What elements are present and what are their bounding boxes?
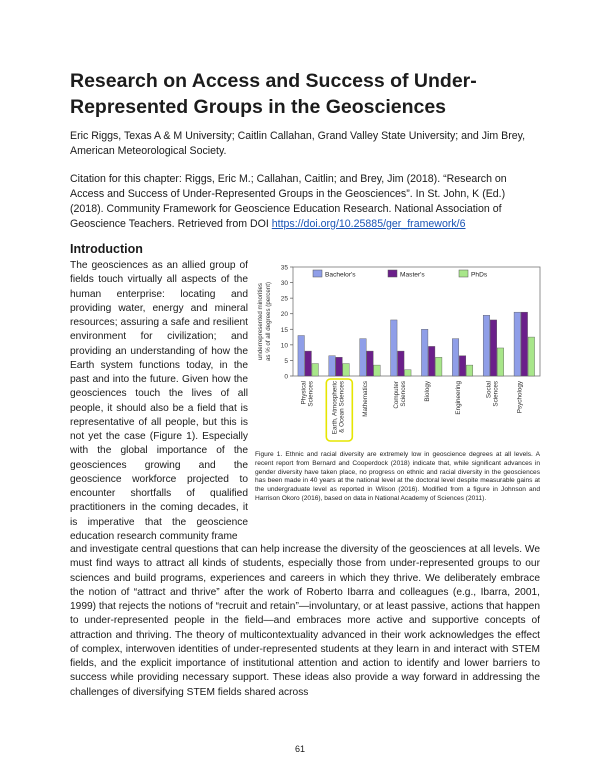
y-tick-label: 30 [280,280,288,288]
bar [360,339,367,376]
bar [490,320,497,376]
bar [343,364,350,376]
y-axis-label: as % of all degrees (percent) [265,281,272,362]
x-tick-label: Sciences [307,381,315,407]
x-tick-label: Social [485,381,493,399]
bar [336,357,343,376]
section-heading: Introduction [70,242,143,256]
intro-paragraph-wrapped: The geosciences as an allied group of fields touch virtually all aspects of the human enterprise: locating and providing water, energy and mineral resources; assuring a safe and resilient environment for civilization; and providing an understanding of how the Earth system functions today, in the past and into the future. Given how the geosciences touch the lives of all people, it should also be a field that is representative of all people, but this is not yet the case (Figure 1). Especially with the global importance of the geosciences growing and the geoscience workforce projected to encounter shortfalls of qualified practitioners in the coming decades, it is imperative that the geoscience education research community frame [70,260,248,542]
x-tick-label: Computer [393,381,401,409]
bar [435,357,442,376]
bar [374,365,381,376]
bar [497,348,504,376]
bar [398,351,405,376]
bar [483,315,490,376]
y-tick-label: 25 [280,295,288,303]
citation-text: Citation for this chapter: Riggs, Eric M.; Callahan, Caitlin; and Brey, Jim (2018). “Research on Access and Success of Under-Represented Groups in the Geosciences”. In St. John, K (Ed.) (2018). Community Framework for Geoscience Education Research. National Association of Geoscience Teachers. Retrieved from DOI [70,173,507,230]
doi-link[interactable]: https://doi.org/10.25885/ger_framework/6 [271,218,466,230]
bar-chart [252,262,542,447]
legend-swatch [459,270,468,277]
bar [405,370,412,376]
citation-block [70,172,540,232]
page-number: 61 [294,744,305,754]
bar [528,337,535,376]
y-tick-label: 35 [280,264,288,272]
y-axis-label: underrepresented minorities [257,282,264,361]
x-tick-label: Psychology [516,381,524,414]
x-tick-label: Physical [300,381,308,405]
x-tick-label: Earth, Atmospheric [331,381,339,435]
bar [459,356,466,376]
bar [367,351,374,376]
bar [305,351,312,376]
intro-paragraph-continued: and investigate central questions that can help increase the diversity of the geosciences at all levels. We must find ways to attract all kinds of students, especially those from under-represented groups to our sciences and build programs, experiences and careers in which they thrive. We deliberately embrace the notion of “attract and thrive” after the work of Roberto Ibarra and colleagues (e.g., Ibarra, 2001, 1999) that rejects the notions of “recruit and retain”—involuntary, or at least passive, actions that happen to under-represented people in the field—and embraces more active and supportive concepts of attraction and thriving. The theory of multicontextuality advanced in their work acknowledges the effect of complex, interwoven identities of under-represented students at they learn in and interact with STEM fields, and the explicit importance of institutional attention and action to identify and lower barriers to success while providing necessary support. These ideas also provide a way forward in addressing the challenges of diversifying STEM fields shared across [70,544,540,698]
figure-caption: Figure 1. Ethnic and racial diversity are extremely low in geoscience degrees at all levels. A recent report from Bernard and Cooperdock (2018) indicate that, while significant advances in gender diversity have taken place, no progress on ethnic and racial diversity in the geosciences has been made in 40 years at the national level at the doctoral level despite measurable gains at the undergraduate level as reported in Wilson (2016). Modified from a figure in Johnson and Harrison Okoro (2016), based on data in National Academy of Sciences (2011). [255,451,540,502]
legend-swatch [313,270,322,277]
author-list: Eric Riggs, Texas A & M University; Caitlin Callahan, Grand Valley State University; and Jim Brey, American Meteorological Society. [70,130,526,157]
x-tick-label: Sciences [400,381,408,407]
x-tick-label: Biology [423,381,431,402]
bar [298,336,305,376]
legend-label: PhDs [471,271,488,279]
bar [466,365,473,376]
x-tick-label: & Ocean Sciences [338,381,346,433]
bar [514,312,521,376]
bar [452,339,459,376]
legend-swatch [388,270,397,277]
bar [428,346,435,376]
legend-label: Bachelor's [325,271,356,279]
bar [521,312,528,376]
bar [312,364,319,376]
chapter-title: Research on Access and Success of Under-Represented Groups in the Geosciences [70,70,477,118]
y-tick-label: 15 [280,326,288,334]
bar [329,356,336,376]
legend-label: Master's [400,271,425,279]
x-tick-label: Engineering [454,381,462,415]
y-tick-label: 0 [284,373,288,381]
y-tick-label: 10 [280,342,288,350]
y-tick-label: 5 [284,357,288,365]
y-tick-label: 20 [280,311,288,319]
x-tick-label: Sciences [492,381,500,407]
x-tick-label: Mathematics [362,381,370,417]
bar [421,329,428,376]
bar [391,320,398,376]
